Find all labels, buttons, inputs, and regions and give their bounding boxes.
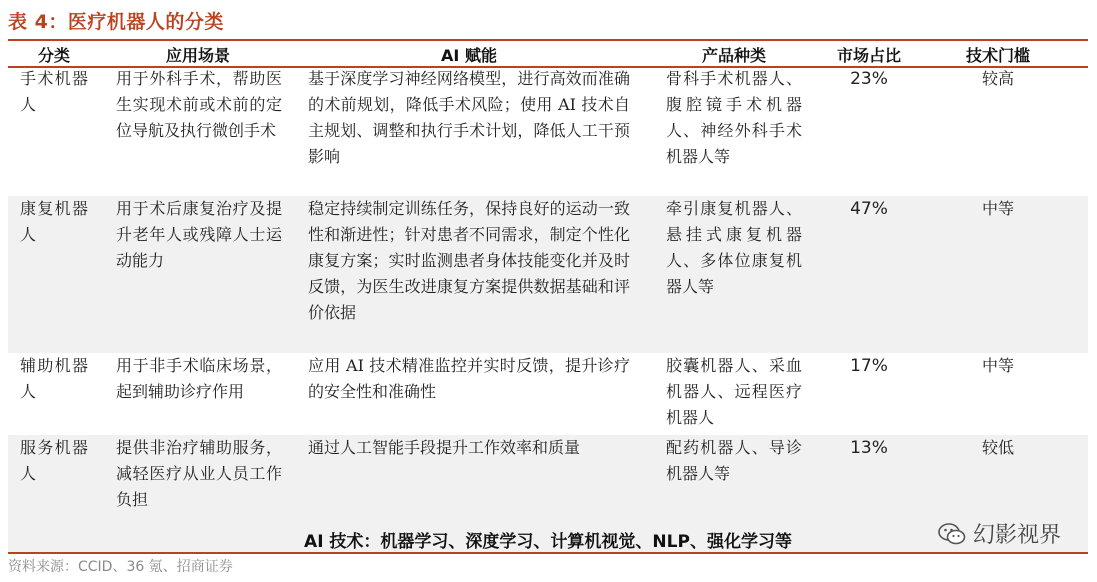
header-products: 产品种类 [701, 46, 766, 65]
bottom-rule [8, 552, 1088, 554]
cell-scenario: 用于术后康复治疗及提升老年人或残障人士运动能力 [116, 199, 282, 270]
cell-ai: 基于深度学习神经网络模型，进行高效而准确的术前规划，降低手术风险；使用 AI 技术自主规划、调整和执行手术计划，降低人工干预影响 [308, 69, 630, 166]
cell-barrier: 中等 [981, 356, 1014, 375]
cell-share: 17% [850, 356, 888, 376]
cell-scenario: 用于非手术临床场景，起到辅助诊疗作用 [116, 356, 282, 401]
cell-ai: 应用 AI 技术精准监控并实时反馈，提升诊疗的安全性和准确性 [308, 356, 630, 401]
header-category: 分类 [37, 46, 70, 65]
cell-products: 牵引康复机器人、悬挂式康复机器人、多体位康复机器人等 [666, 199, 802, 296]
cell-share: 47% [850, 199, 888, 219]
header-scenario: 应用场景 [165, 46, 230, 65]
cell-share: 23% [850, 69, 888, 89]
ai-tech-footer: AI 技术：机器学习、深度学习、计算机视觉、NLP、强化学习等 [304, 532, 792, 552]
table-row [8, 353, 1088, 435]
cell-scenario: 提供非治疗辅助服务，减轻医疗从业人员工作负担 [116, 438, 282, 509]
cell-category: 手术机器人 [20, 69, 88, 114]
cell-category: 康复机器人 [20, 199, 88, 244]
table-title: 表 4：医疗机器人的分类 [8, 11, 224, 33]
header-share: 市场占比 [836, 46, 901, 65]
cell-ai: 稳定持续制定训练任务，保持良好的运动一致性和渐进性；针对患者不同需求，制定个性化康复方案；实时监测患者身体技能变化并及时反馈，为医生改进康复方案提供数据基础和评价依据 [308, 199, 630, 322]
table-header [8, 41, 1088, 67]
table-row [8, 435, 1088, 524]
header-barrier: 技术门槛 [965, 46, 1030, 65]
cell-category: 服务机器人 [20, 438, 88, 483]
cell-products: 骨科手术机器人、腹腔镜手术机器人、神经外科手术机器人等 [666, 69, 802, 166]
watermark-text: 幻影视界 [972, 523, 1061, 548]
cell-scenario: 用于外科手术，帮助医生实现术前或术前的定位导航及执行微创手术 [116, 69, 282, 140]
cell-barrier: 较高 [981, 69, 1014, 88]
table-row [8, 196, 1088, 353]
source-note: 资料来源：CCID、36 氪、招商证券 [8, 559, 233, 575]
wechat-icon [937, 521, 967, 547]
header-ai: AI 赋能 [441, 46, 497, 65]
watermark [937, 518, 1061, 549]
cell-share: 13% [850, 438, 888, 458]
cell-barrier: 中等 [981, 199, 1014, 218]
cell-category: 辅助机器人 [20, 356, 88, 401]
cell-products: 胶囊机器人、采血机器人、远程医疗机器人 [666, 356, 802, 427]
table-row [8, 66, 1088, 196]
cell-ai: 通过人工智能手段提升工作效率和质量 [308, 438, 581, 457]
cell-products: 配药机器人、导诊机器人等 [666, 438, 802, 483]
cell-barrier: 较低 [981, 438, 1014, 457]
